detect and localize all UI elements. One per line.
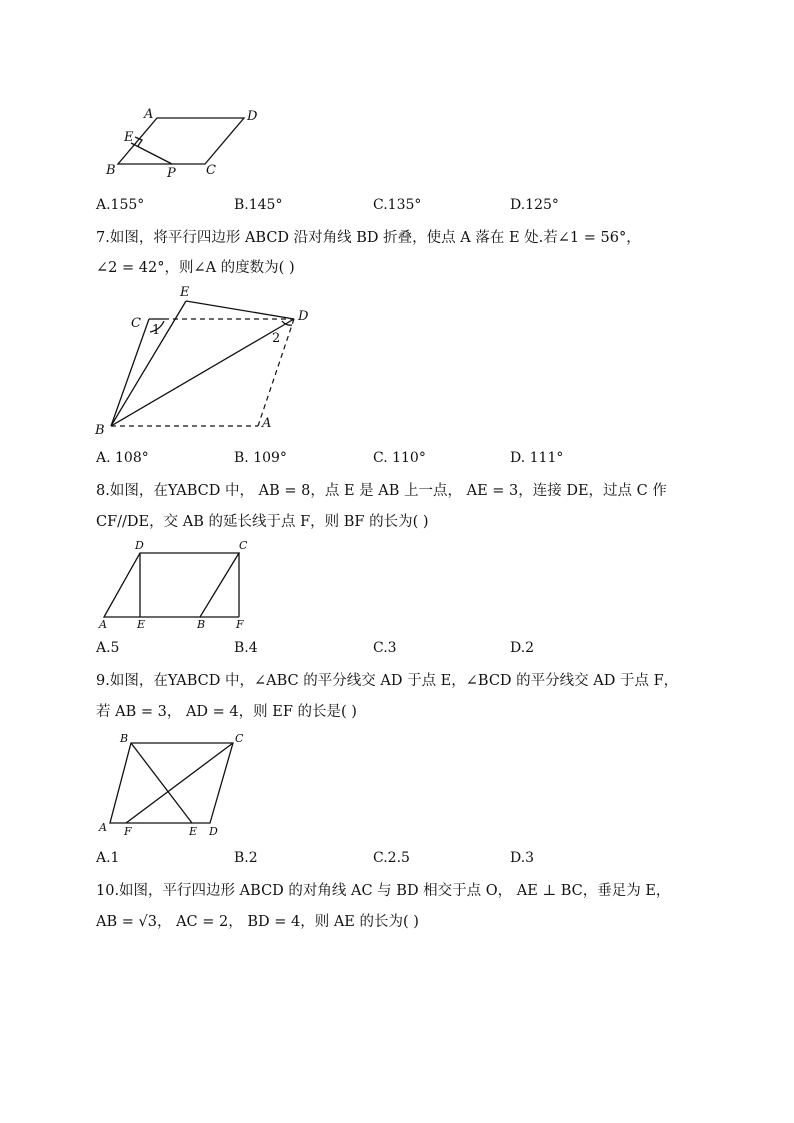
label-B: B (106, 163, 116, 178)
label-E: E (124, 130, 134, 145)
label-D: D (298, 309, 309, 324)
q10-text-line1: 10.如图，平行四边形 ABCD 的对角线 AC 与 BD 相交于点 O， AE ⊥ BC，垂足为 E， (96, 883, 671, 899)
q7-text-line1: 7.如图，将平行四边形 ABCD 沿对角线 BD 折叠，使点 A 落在 E 处.若∠1 = 56°， (96, 230, 641, 246)
q9-option-a: A.1 (96, 850, 120, 866)
q7-option-a: A. 108° (96, 450, 149, 466)
q7-option-b: B. 109° (234, 450, 287, 466)
label-D: D (135, 539, 144, 552)
q7-option-c: C. 110° (373, 450, 426, 466)
label-E: E (189, 825, 198, 838)
label-D: D (209, 825, 218, 838)
label-D: D (247, 109, 258, 124)
label-B: B (95, 423, 105, 438)
q9-option-c: C.2.5 (373, 850, 410, 866)
label-P: P (167, 166, 176, 181)
angle-1-label: 1 (152, 323, 161, 338)
q8-option-c: C.3 (373, 640, 397, 656)
label-E: E (137, 618, 146, 631)
q7-text-line2: ∠2 = 42°，则∠A 的度数为( ) (96, 260, 295, 276)
label-F: F (236, 618, 244, 631)
q6-option-d: D.125° (510, 197, 559, 213)
q9-text-line1: 9.如图，在YABCD 中，∠ABC 的平分线交 AD 于点 E，∠BCD 的平分线交 AD 于点 F， (96, 673, 679, 689)
label-B: B (197, 618, 206, 631)
q8-option-a: A.5 (96, 640, 120, 656)
label-E: E (180, 285, 190, 300)
q6-option-a: A.155° (96, 197, 145, 213)
label-C: C (235, 732, 244, 745)
q6-option-b: B.145° (234, 197, 283, 213)
label-C: C (239, 539, 248, 552)
label-A: A (262, 416, 272, 431)
label-A: A (99, 821, 107, 834)
label-C: C (206, 163, 216, 178)
label-B: B (120, 732, 129, 745)
label-C: C (131, 316, 141, 331)
q7-option-d: D. 111° (510, 450, 564, 466)
q9-option-b: B.2 (234, 850, 258, 866)
q6-option-c: C.135° (373, 197, 422, 213)
q9-option-d: D.3 (510, 850, 535, 866)
q8-option-b: B.4 (234, 640, 258, 656)
label-A: A (99, 618, 107, 631)
q9-text-line2: 若 AB = 3， AD = 4，则 EF 的长是( ) (96, 704, 357, 720)
q8-text-line2: CF//DE，交 AB 的延长线于点 F，则 BF 的长为( ) (96, 514, 429, 530)
angle-2-label: 2 (272, 331, 281, 346)
q8-option-d: D.2 (510, 640, 535, 656)
label-F: F (124, 825, 132, 838)
q8-text-line1: 8.如图，在YABCD 中， AB = 8，点 E 是 AB 上一点， AE = 3，连接 DE，过点 C 作 (96, 483, 667, 499)
label-A: A (144, 107, 154, 122)
q10-text-line2: AB = √3， AC = 2， BD = 4，则 AE 的长为( ) (96, 914, 419, 930)
